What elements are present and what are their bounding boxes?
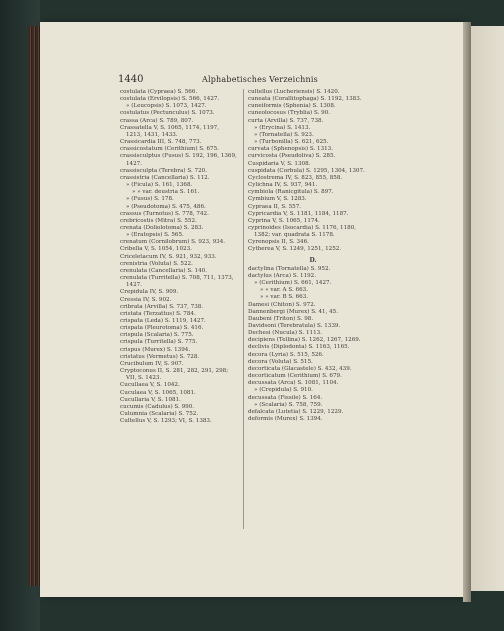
index-entry: Cuspidaria V, S. 1308. bbox=[248, 160, 311, 167]
index-entry: crassus (Turnotus) S. 778, 742. bbox=[120, 210, 209, 217]
index-entry: cyprinoides (Isocardia) S. 1176, 1180, bbox=[248, 224, 357, 231]
index-entry: Culumnia (Scalaria) S. 752. bbox=[120, 411, 199, 418]
index-entry: cultellus (Lucheriensis) S. 1420. bbox=[248, 89, 340, 95]
next-page-edge bbox=[471, 26, 504, 591]
index-entry: crispata (Pleurotoma) S. 416. bbox=[120, 325, 204, 332]
index-entry: » (Scalaria) S. 758, 759. bbox=[254, 401, 323, 408]
index-entry: Cymbium V, S. 1283. bbox=[248, 196, 307, 203]
index-entry: Dannenbergi (Murex) S. 41, 45. bbox=[248, 308, 339, 315]
index-entry: » (Leucopsis) S. 1073, 1427. bbox=[126, 103, 207, 110]
index-entry: crenistria (Voluta) S. 522. bbox=[120, 260, 193, 267]
index-entry: Davidsoni (Terebratula) S. 1339. bbox=[248, 323, 341, 329]
index-entry: Crepidula IV, S. 909. bbox=[120, 289, 179, 296]
index-entry: Crucibulum IV, S. 907. bbox=[120, 360, 184, 367]
index-entry: 1427. bbox=[126, 160, 143, 167]
index-entry: declivis (Diplodonta) S. 1163, 1165. bbox=[248, 344, 350, 351]
index-entry: Cribella V, S. 1054, 1023. bbox=[120, 246, 192, 253]
index-entry: crassicostatum (Cerithium) S. 675. bbox=[120, 146, 219, 153]
index-entry: » (Tornatella) S. 923. bbox=[254, 131, 314, 138]
index-entry: defalcata (Lutetia) S. 1229, 1229. bbox=[248, 408, 344, 415]
index-entry: cristata (Terzattus) S. 784. bbox=[120, 310, 196, 317]
index-entry: crispus (Murex) S. 1394. bbox=[120, 346, 191, 353]
index-entry: Damesi (Chiton) S. 972. bbox=[248, 301, 316, 308]
index-entry: » » var. A S. 663. bbox=[260, 287, 308, 294]
index-entry: Crassatella V, S. 1065, 1174, 1197, bbox=[120, 124, 220, 131]
index-entry: decorticata (Glacastele) S. 432, 439. bbox=[248, 365, 352, 372]
index-entry: crispula (Scalaria) S. 775. bbox=[120, 332, 194, 339]
index-entry: 1427. bbox=[126, 282, 143, 289]
index-entry: Cryptoconus II, S. 281, 282, 291, 298; bbox=[120, 368, 229, 375]
index-entry: decussata (Fissile) S. 164. bbox=[248, 394, 323, 401]
index-entry: cucumis (Cadulus) S. 990. bbox=[120, 403, 195, 410]
index-entry: crispula (Turritella) S. 775. bbox=[120, 339, 198, 346]
index-entry: Cypraea II, S. 557. bbox=[248, 203, 302, 210]
index-entry: decora (Lyria) S. 515, 526. bbox=[248, 351, 324, 358]
index-entry: decora (Voluta) S. 515. bbox=[248, 358, 313, 365]
page-gutter bbox=[463, 22, 471, 602]
index-entry: Cyclostrema IV, S. 823, 855, 858. bbox=[248, 174, 343, 181]
index-entry: VII, S. 1423. bbox=[126, 375, 162, 382]
index-entry: curvata (Sphenopsis) S. 1313. bbox=[248, 146, 334, 153]
index-entry: decipiens (Tellina) S. 1262, 1267, 1269. bbox=[248, 337, 361, 344]
index-entry: costulata (Ervilopsis) S. 566, 1427. bbox=[120, 96, 220, 103]
index-entry: decorticatum (Cerithium) S. 679. bbox=[248, 373, 342, 380]
index-entry: Cressia IV, S. 902. bbox=[120, 296, 172, 303]
index-entry: Cypricardia V, S. 1181, 1184, 1187. bbox=[248, 210, 349, 217]
index-entry: 1382; var. quadrata S. 1178. bbox=[254, 232, 335, 239]
index-entry: crassa (Arca) S. 789, 807. bbox=[120, 117, 194, 124]
index-entry: Daubeni (Triton) S. 98. bbox=[248, 315, 314, 322]
index-entry: » » var. B S. 663. bbox=[260, 294, 309, 301]
index-entry: decussata (Arca) S. 1081, 1104. bbox=[248, 380, 339, 387]
index-entry: costulata (Cypraea) S. 566. bbox=[120, 89, 198, 95]
index-entry: » » var. deustria S. 161. bbox=[132, 189, 200, 196]
index-column-left bbox=[120, 89, 245, 425]
index-entry: Cuculaea V, S. 1065, 1081. bbox=[120, 389, 196, 396]
column-divider bbox=[243, 89, 244, 529]
index-entry: cribrata (Arvilla) S. 737, 738. bbox=[120, 303, 204, 310]
index-entry: curta (Arvilla) S. 737, 738. bbox=[248, 117, 324, 124]
index-entry: 1213, 1431, 1433. bbox=[126, 131, 178, 138]
section-letter: D. bbox=[309, 256, 317, 264]
index-entry: Dechesi (Nucula) S. 1113. bbox=[248, 330, 322, 337]
index-entry: » (Eratopsis) S. 565. bbox=[126, 232, 184, 239]
index-entry: crebricostis (Mitra) S. 552. bbox=[120, 217, 197, 224]
index-entry: Cucullaea V, S. 1042. bbox=[120, 382, 180, 389]
index-entry: Cyrenopsis II, S. 346. bbox=[248, 239, 309, 246]
index-entry: Criceletacum IV, S. 921, 932, 933. bbox=[120, 253, 217, 260]
index-entry: deformis (Murex) S. 1394. bbox=[248, 416, 323, 423]
index-entry: costulatus (Pectunculus) S. 1073. bbox=[120, 110, 215, 117]
index-entry: crassisculpta (Terebra) S. 720. bbox=[120, 167, 207, 174]
index-entry: curvicosta (Pseudoliva) S. 285. bbox=[248, 153, 336, 160]
index-entry: cuneolocosus (Tryblia) S. 90. bbox=[248, 110, 331, 117]
index-entry: » (Fusus) S. 178. bbox=[126, 196, 174, 203]
index-entry: » (Cerithium) S. 661, 1427. bbox=[254, 280, 332, 287]
index-entry: cuspidata (Corbula) S. 1295, 1304, 1307. bbox=[248, 167, 365, 174]
index-entry: Cultellus V, S. 1293; VI, S. 1383. bbox=[120, 418, 212, 425]
index-entry: » (Erycina) S. 1413. bbox=[254, 124, 311, 131]
index-entry: dactylus (Arca) S. 1192. bbox=[248, 272, 317, 279]
index-entry: dactylina (Tornatella) S. 952. bbox=[248, 265, 331, 272]
index-entry: crassisculptus (Fusus) S. 192, 196, 1369, bbox=[120, 153, 237, 160]
index-entry: Cylichna IV, S. 937, 941. bbox=[248, 182, 318, 189]
index-entry: Crassicardia III, S. 748, 773. bbox=[120, 139, 202, 146]
index-column-right bbox=[248, 89, 378, 423]
index-entry: cristatus (Vermetus) S. 728. bbox=[120, 353, 200, 360]
index-entry: » (Crepidula) S. 910. bbox=[254, 387, 313, 394]
index-entry: cuneata (Corallitophaga) S. 1192, 1383. bbox=[248, 96, 362, 103]
index-entry: » (Ficula) S. 161, 1368. bbox=[126, 182, 193, 189]
index-entry: crenata (Doliolotoma) S. 283. bbox=[120, 224, 204, 231]
index-entry: cymbiola (Ranicgitula) S. 897. bbox=[248, 189, 334, 196]
index-entry: » (Pseudotoma) S. 475, 486. bbox=[126, 203, 206, 210]
index-entry: cuneiformis (Sphenia) S. 1308. bbox=[248, 103, 336, 110]
index-entry: crenatum (Cornilobrum) S. 923, 934. bbox=[120, 239, 226, 246]
index-entry: crenulata (Turritella) S. 708, 711, 1373, bbox=[120, 275, 234, 282]
index-entry: Cyprina V, S. 1065, 1174. bbox=[248, 217, 320, 224]
index-entry: Cytherea V, S. 1249, 1251, 1252. bbox=[248, 246, 342, 253]
running-head: Alphabetisches Verzeichnis bbox=[202, 75, 318, 84]
index-entry: crenulata (Cancellaria) S. 140. bbox=[120, 267, 207, 274]
page-number: 1440 bbox=[118, 74, 144, 85]
index-entry: crassistria (Cancellaria) S. 112. bbox=[120, 174, 210, 181]
index-entry: » (Turbonilla) S. 621, 625. bbox=[254, 139, 329, 146]
index-entry: crispata (Leda) S. 1119, 1427. bbox=[120, 318, 206, 324]
index-entry: Cucullaria V, S. 1081. bbox=[120, 396, 181, 403]
